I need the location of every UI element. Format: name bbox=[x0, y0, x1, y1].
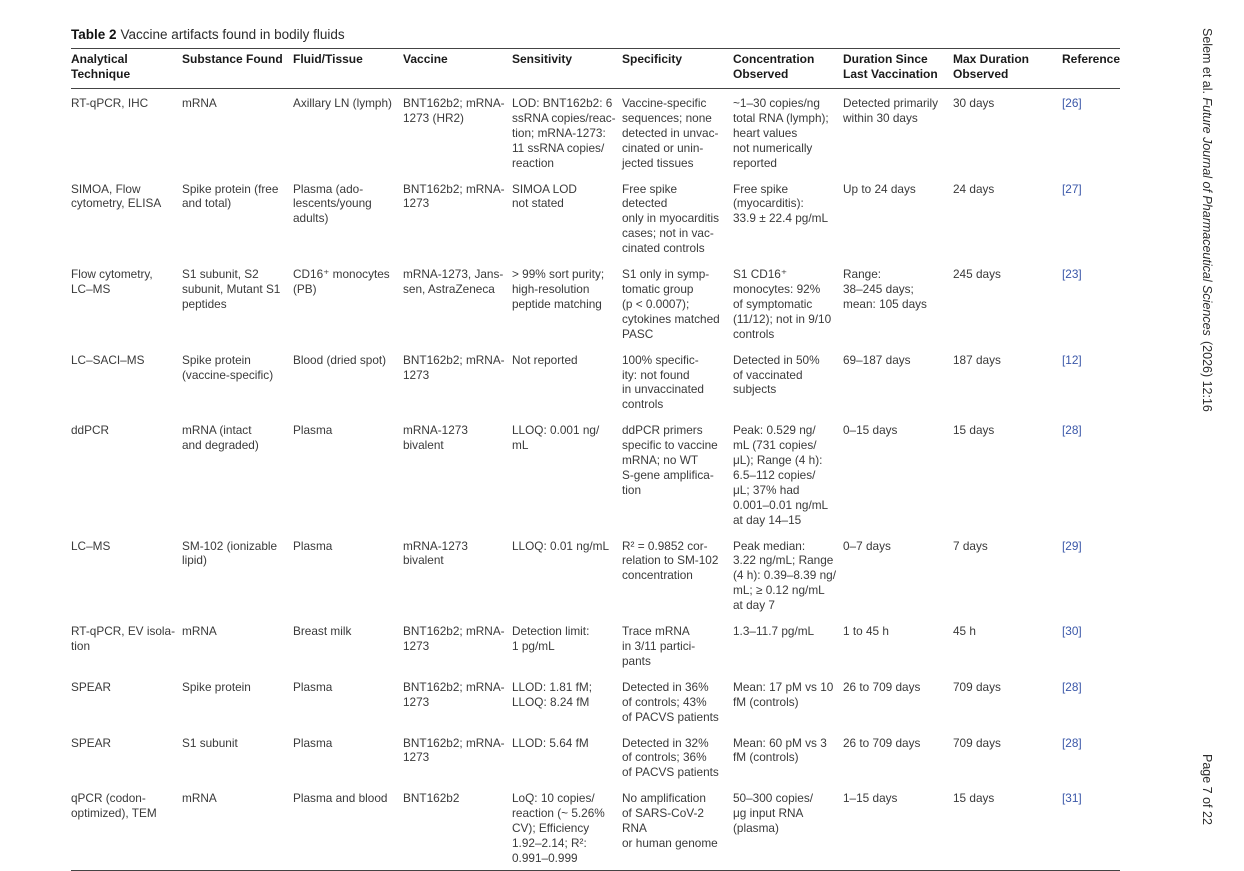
table-cell: 1 to 45 h bbox=[843, 624, 889, 639]
table-cell: Trace mRNA in 3/11 partici- pants bbox=[622, 624, 696, 668]
table-cell: SIMOA, Flow cytometry, ELISA bbox=[71, 181, 162, 211]
table-header-row bbox=[71, 49, 1120, 89]
table-row bbox=[71, 729, 1120, 785]
table-cell: 50–300 copies/ μg input RNA (plasma) bbox=[733, 791, 814, 836]
table-cell: S1 CD16⁺ monocytes: 92% of symptomatic (11/12); not in 9/10 controls bbox=[733, 267, 832, 341]
table-cell: BNT162b2; mRNA- 1273 (HR2) bbox=[403, 96, 505, 125]
column-header: Max Duration Observed bbox=[953, 52, 1030, 81]
column-header: Fluid/Tissue bbox=[293, 52, 363, 66]
table-cell: LLOD: 1.81 fM; LLOQ: 8.24 fM bbox=[512, 679, 592, 709]
page-number: Page 7 of 22 bbox=[1200, 754, 1214, 825]
table-cell: qPCR (codon- optimized), TEM bbox=[71, 791, 157, 821]
reference-link[interactable]: [23] bbox=[1062, 267, 1082, 282]
table-cell: 26 to 709 days bbox=[843, 735, 921, 750]
table-body bbox=[71, 89, 1120, 871]
table-cell: mRNA bbox=[182, 624, 217, 639]
reference-link[interactable]: [28] bbox=[1062, 735, 1082, 750]
table-cell: Spike protein bbox=[182, 679, 251, 694]
table-cell: 100% specific- ity: not found in unvaccinated controls bbox=[622, 352, 704, 412]
table-cell: Range: 38–245 days; mean: 105 days bbox=[843, 267, 927, 311]
table-cell: Plasma and blood bbox=[293, 791, 388, 806]
table-cell: 0–15 days bbox=[843, 423, 898, 438]
table-cell: BNT162b2; mRNA- 1273 bbox=[403, 624, 505, 653]
table-cell: Free spike (myocarditis): 33.9 ± 22.4 pg/mL bbox=[733, 181, 829, 226]
table-cell: No amplification of SARS-CoV-2 RNA or human genome bbox=[622, 791, 718, 850]
table-row bbox=[71, 617, 1120, 673]
table-cell: 15 days bbox=[953, 791, 995, 806]
table-cell: RT-qPCR, IHC bbox=[71, 96, 149, 110]
table-caption bbox=[71, 27, 1120, 43]
column-header: Substance Found bbox=[182, 52, 283, 66]
table-cell: Flow cytometry, LC–MS bbox=[71, 267, 153, 296]
table-cell: ddPCR bbox=[71, 423, 110, 438]
table-cell: > 99% sort purity; high-resolution peptide matching bbox=[512, 267, 605, 311]
table-cell: Peak: 0.529 ng/ mL (731 copies/ μL); Range (4 h): 6.5–112 copies/ μL; 37% had 0.001–0.01 ng/mL at day 14–15 bbox=[733, 423, 829, 527]
table-cell: BNT162b2; mRNA- 1273 bbox=[403, 181, 505, 211]
vaccine-artifacts-table bbox=[71, 48, 1120, 871]
table-row bbox=[71, 175, 1120, 261]
reference-link[interactable]: [30] bbox=[1062, 624, 1082, 639]
table-cell: 245 days bbox=[953, 267, 1001, 282]
reference-link[interactable]: [28] bbox=[1062, 423, 1082, 438]
table-cell: mRNA-1273, Jans- sen, AstraZeneca bbox=[403, 267, 504, 296]
reference-link[interactable]: [27] bbox=[1062, 181, 1082, 196]
table-row bbox=[71, 89, 1120, 175]
table-cell: Plasma bbox=[293, 423, 333, 438]
table-cell: BNT162b2 bbox=[403, 791, 460, 806]
table-cell: LoQ: 10 copies/ reaction (~ 5.26% CV); Efficiency 1.92–2.14; R²: 0.991–0.999 bbox=[512, 791, 605, 865]
table-cell: S1 only in symp- tomatic group (p < 0.0007); cytokines matched PASC bbox=[622, 267, 720, 341]
reference-link[interactable]: [12] bbox=[1062, 352, 1082, 367]
table-cell: Detected in 32% of controls; 36% of PACVS patients bbox=[622, 735, 719, 780]
table-cell: S1 subunit bbox=[182, 735, 238, 750]
table-cell: CD16⁺ monocytes (PB) bbox=[293, 267, 390, 296]
table-cell: 26 to 709 days bbox=[843, 679, 921, 694]
table-cell: Blood (dried spot) bbox=[293, 352, 387, 367]
table-cell: BNT162b2; mRNA- 1273 bbox=[403, 735, 505, 765]
table-cell: 30 days bbox=[953, 96, 995, 110]
table-cell: mRNA-1273 bivalent bbox=[403, 423, 468, 453]
table-row bbox=[71, 346, 1120, 417]
table-cell: 1–15 days bbox=[843, 791, 898, 806]
table-cell: mRNA (intact and degraded) bbox=[182, 423, 259, 453]
table-row bbox=[71, 416, 1120, 531]
table-cell: SM-102 (ionizable lipid) bbox=[182, 538, 278, 568]
table-cell: LC–MS bbox=[71, 538, 111, 553]
column-header: Concentration Observed bbox=[733, 52, 815, 81]
journal-authors: Selem et al. bbox=[1200, 28, 1214, 98]
table-row bbox=[71, 532, 1120, 618]
table-cell: 0–7 days bbox=[843, 538, 891, 553]
table-cell: ~1–30 copies/ng total RNA (lymph); heart values not numerically reported bbox=[733, 96, 829, 170]
reference-link[interactable]: [28] bbox=[1062, 679, 1082, 694]
table-cell: mRNA bbox=[182, 791, 217, 806]
table-cell: LLOQ: 0.001 ng/ mL bbox=[512, 423, 600, 453]
table-row bbox=[71, 673, 1120, 729]
column-header: Sensitivity bbox=[512, 52, 573, 66]
reference-link[interactable]: [31] bbox=[1062, 791, 1082, 806]
table-row bbox=[71, 260, 1120, 346]
reference-link[interactable]: [26] bbox=[1062, 96, 1082, 110]
table-container bbox=[71, 27, 1120, 871]
journal-name: Future Journal of Pharmaceutical Sciences bbox=[1200, 97, 1214, 336]
table-cell: 15 days bbox=[953, 423, 995, 438]
table-title: Vaccine artifacts found in bodily fluids bbox=[120, 27, 345, 42]
table-cell: 24 days bbox=[953, 181, 995, 196]
table-cell: SIMOA LOD not stated bbox=[512, 181, 577, 211]
table-cell: R² = 0.9852 cor- relation to SM-102 concentration bbox=[622, 538, 719, 583]
table-label: Table 2 bbox=[71, 27, 117, 42]
table-cell: 7 days bbox=[953, 538, 988, 553]
table-cell: Mean: 17 pM vs 10 fM (controls) bbox=[733, 679, 834, 709]
table-cell: 1.3–11.7 pg/mL bbox=[733, 624, 815, 639]
table-cell: LLOQ: 0.01 ng/mL bbox=[512, 538, 610, 553]
table-cell: Peak median: 3.22 ng/mL; Range (4 h): 0.39–8.39 ng/ mL; ≥ 0.12 ng/mL at day 7 bbox=[733, 538, 836, 613]
table-cell: 69–187 days bbox=[843, 352, 911, 367]
table-cell: Plasma bbox=[293, 679, 333, 694]
table-cell: 709 days bbox=[953, 679, 1001, 694]
table-cell: 45 h bbox=[953, 624, 976, 639]
table-cell: S1 subunit, S2 subunit, Mutant S1 peptides bbox=[182, 267, 281, 311]
table-cell: Detected in 36% of controls; 43% of PACVS patients bbox=[622, 679, 719, 724]
table-cell: BNT162b2; mRNA- 1273 bbox=[403, 679, 505, 709]
table-cell: SPEAR bbox=[71, 679, 111, 694]
table-cell: ddPCR primers specific to vaccine mRNA; no WT S-gene amplifica- tion bbox=[622, 423, 718, 497]
table-cell: Detected in 50% of vaccinated subjects bbox=[733, 352, 820, 397]
year-volume: (2026) 12:16 bbox=[1200, 341, 1214, 412]
column-header: Reference bbox=[1062, 52, 1121, 66]
table-cell: Spike protein (free and total) bbox=[182, 181, 279, 211]
column-header: Analytical Technique bbox=[71, 52, 131, 81]
table-cell: Spike protein (vaccine-specific) bbox=[182, 352, 274, 382]
table-cell: Up to 24 days bbox=[843, 181, 916, 196]
column-header: Vaccine bbox=[403, 52, 448, 66]
table-row bbox=[71, 784, 1120, 870]
table-cell: 187 days bbox=[953, 352, 1001, 367]
table-cell: Vaccine-specific sequences; none detected in unvac- cinated or unin- jected tissues bbox=[622, 96, 719, 170]
table-cell: Free spike detected only in myocarditis cases; not in vac- cinated controls bbox=[622, 181, 720, 256]
table-cell: Detection limit: 1 pg/mL bbox=[512, 624, 590, 653]
column-header: Specificity bbox=[622, 52, 683, 66]
table-cell: RT-qPCR, EV isola- tion bbox=[71, 624, 176, 653]
table-cell: LC–SACI–MS bbox=[71, 352, 145, 367]
table-cell: LLOD: 5.64 fM bbox=[512, 735, 589, 750]
table-cell: Plasma (ado- lescents/young adults) bbox=[293, 181, 372, 226]
table-cell: mRNA bbox=[182, 96, 217, 110]
column-header: Duration Since Last Vaccination bbox=[843, 52, 938, 81]
table-cell: Plasma bbox=[293, 538, 333, 553]
table-cell: Detected primarily within 30 days bbox=[843, 96, 939, 125]
table-cell: Plasma bbox=[293, 735, 333, 750]
table-cell: LOD: BNT162b2: 6 ssRNA copies/reac- tion; mRNA-1273: 11 ssRNA copies/ reaction bbox=[512, 96, 616, 170]
table-cell: mRNA-1273 bivalent bbox=[403, 538, 468, 568]
table-cell: Axillary LN (lymph) bbox=[293, 96, 392, 110]
journal-running-head bbox=[1196, 28, 1218, 336]
reference-link[interactable]: [29] bbox=[1062, 538, 1082, 553]
table-cell: Not reported bbox=[512, 352, 578, 367]
table-cell: Breast milk bbox=[293, 624, 352, 639]
table-cell: 709 days bbox=[953, 735, 1001, 750]
table-cell: BNT162b2; mRNA- 1273 bbox=[403, 352, 505, 382]
table-cell: SPEAR bbox=[71, 735, 111, 750]
table-cell: Mean: 60 pM vs 3 fM (controls) bbox=[733, 735, 827, 765]
